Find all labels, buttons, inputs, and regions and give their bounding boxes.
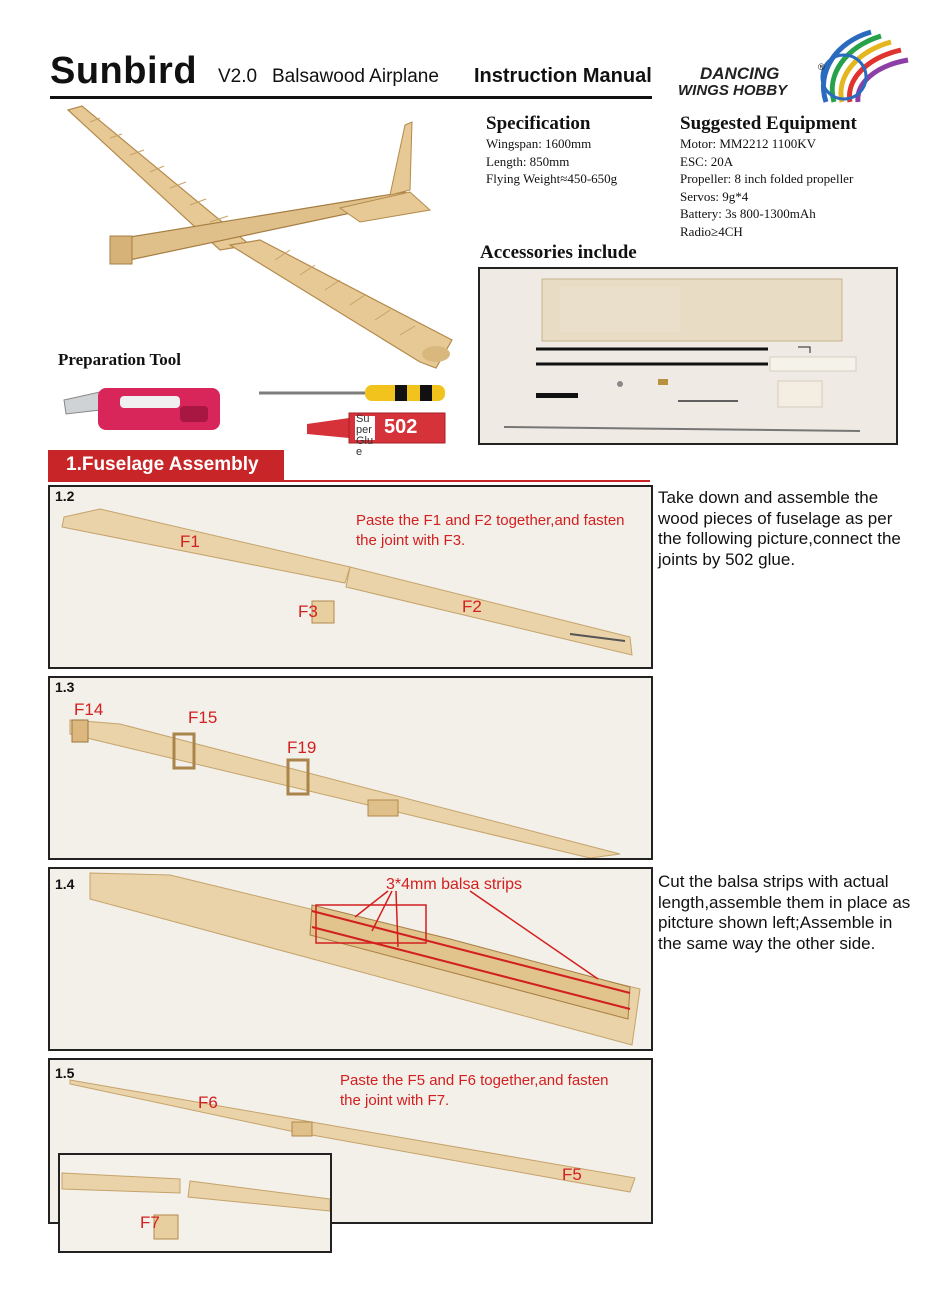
- section-title: 1.Fuselage Assembly: [48, 450, 284, 480]
- equipment-line: Radio≥4CH: [680, 223, 743, 239]
- equipment-line: ESC: 20A: [680, 153, 734, 169]
- version-label: V2.0: [218, 66, 258, 87]
- spec-line: Length: 850mm: [486, 153, 570, 169]
- equipment-line: Battery: 3s 800-1300mAh: [680, 206, 816, 221]
- glue-tube-icon: [305, 410, 447, 444]
- part-label-f5: F5: [562, 1165, 582, 1184]
- equipment-list: [680, 135, 853, 240]
- equipment-line: Propeller: 8 inch folded propeller: [680, 171, 854, 186]
- part-label-f19: F19: [287, 738, 317, 757]
- step-number: 1.5: [55, 1065, 75, 1081]
- step-1-3-panel: [48, 676, 653, 860]
- screwdriver-icon: [255, 378, 450, 408]
- airplane-illustration: [60, 100, 460, 370]
- instruction-text-1: Take down and assemble the wood pieces of fuselage as per the following picture,connect the joints by 502 glue.: [658, 488, 901, 569]
- glue-brand: Super Glue: [356, 413, 374, 458]
- equipment-line: Motor: MM2212 1100KV: [680, 136, 817, 151]
- subtitle: Balsawood Airplane: [272, 66, 439, 87]
- logo-line-2: WINGS HOBBY: [678, 82, 788, 99]
- step-note: 3*4mm balsa strips: [386, 876, 523, 893]
- part-label-f15: F15: [188, 708, 218, 727]
- section-underline: [48, 480, 650, 482]
- step-number: 1.3: [55, 679, 75, 695]
- spec-line: Flying Weight≈450-650g: [486, 171, 618, 186]
- glue-label: 502: [384, 416, 418, 438]
- utility-knife-icon: [60, 380, 230, 436]
- spec-list: [486, 135, 617, 188]
- header-rule: [50, 96, 652, 99]
- step-1-5-inset: [58, 1153, 332, 1253]
- part-label-f7: F7: [140, 1213, 160, 1232]
- step-number: 1.4: [55, 876, 75, 892]
- instruction-text-2: Cut the balsa strips with actual length,assemble them in place as pitcture shown left;Assemble in the same way the other side.: [658, 872, 911, 953]
- step-1-2-panel: [48, 485, 653, 669]
- part-label-f1: F1: [180, 532, 200, 551]
- part-label-f6: F6: [198, 1093, 218, 1112]
- accessories-heading: Accessories include: [480, 242, 637, 263]
- logo-line-1: DANCING: [700, 64, 780, 83]
- spec-heading: Specification: [486, 113, 591, 134]
- registered-mark: ®: [818, 62, 825, 72]
- step-note: Paste the F1 and F2 together,and fasten the joint with F3.: [356, 512, 625, 549]
- balsa-strips-image: [50, 869, 651, 1049]
- step-note: Paste the F5 and F6 together,and fasten the joint with F7.: [340, 1072, 609, 1109]
- spec-line: Wingspan: 1600mm: [486, 136, 592, 151]
- equipment-heading: Suggested Equipment: [680, 113, 857, 134]
- preparation-heading: Preparation Tool: [58, 350, 181, 369]
- step-1-4-panel: [48, 867, 653, 1051]
- part-label-f2: F2: [462, 597, 482, 616]
- manual-title: Sunbird: [50, 50, 198, 92]
- step-number: 1.2: [55, 488, 75, 504]
- part-label-f3: F3: [298, 602, 318, 621]
- accessories-photo: [478, 267, 898, 445]
- fuselage-formers-image: [50, 678, 651, 858]
- part-label-f14: F14: [74, 700, 104, 719]
- manual-label: Instruction Manual: [474, 65, 652, 87]
- equipment-line: Servos: 9g*4: [680, 188, 749, 204]
